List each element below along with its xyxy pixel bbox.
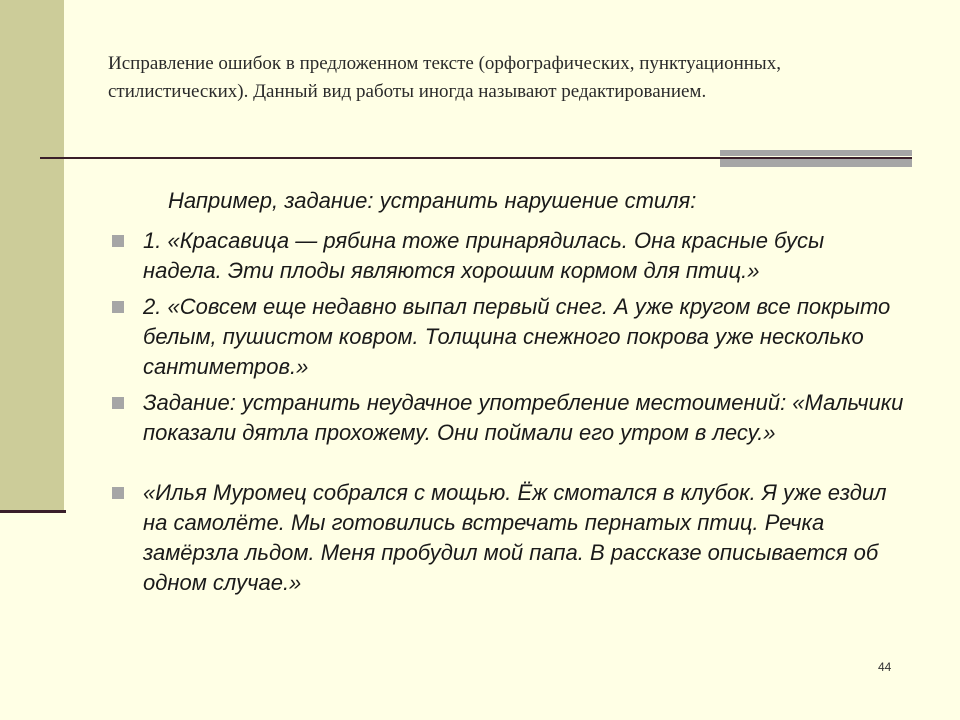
- list-item-text: Задание: устранить неудачное употребление местоимений: «Мальчики показали дятла прохожему. Они поймали его утром в лесу.»: [143, 390, 904, 445]
- list-item-text: 2. «Совсем еще недавно выпал первый снег. А уже кругом все покрыто белым, пушистом ковром. Толщина снежного покрова уже несколько сантиметров.»: [143, 294, 891, 379]
- list-item: [108, 292, 908, 382]
- list-item: [108, 478, 908, 598]
- intro-text: Например, задание: устранить нарушение стиля:: [168, 188, 697, 213]
- page-number: 44: [878, 660, 892, 674]
- slide-content: [108, 186, 908, 604]
- title-rule-accent-top: [720, 150, 912, 156]
- list-item-text: «Илья Муромец собрался с мощью. Ёж смотался в клубок. Я уже ездил на самолёте. Мы готовились встречать пернатых птиц. Речка замёрзла льдом. Меня пробудил мой папа. В рассказе описывается об одном случае.»: [143, 480, 887, 595]
- slide-title: Исправление ошибок в предложенном тексте (орфографических, пунктуационных, стилистических). Данный вид работы иногда называют редактированием.: [108, 53, 781, 102]
- square-bullet-icon: [112, 301, 124, 313]
- list-item: [108, 226, 908, 286]
- square-bullet-icon: [112, 487, 124, 499]
- list-item: [108, 388, 908, 448]
- square-bullet-icon: [112, 235, 124, 247]
- side-bar-rule: [0, 510, 66, 513]
- list-item-text: 1. «Красавица — рябина тоже принарядилась. Она красные бусы надела. Эти плоды являются хорошим кормом для птиц.»: [143, 228, 825, 283]
- side-bar-decoration: [0, 0, 64, 512]
- square-bullet-icon: [112, 397, 124, 409]
- title-rule-accent-bottom: [720, 159, 912, 167]
